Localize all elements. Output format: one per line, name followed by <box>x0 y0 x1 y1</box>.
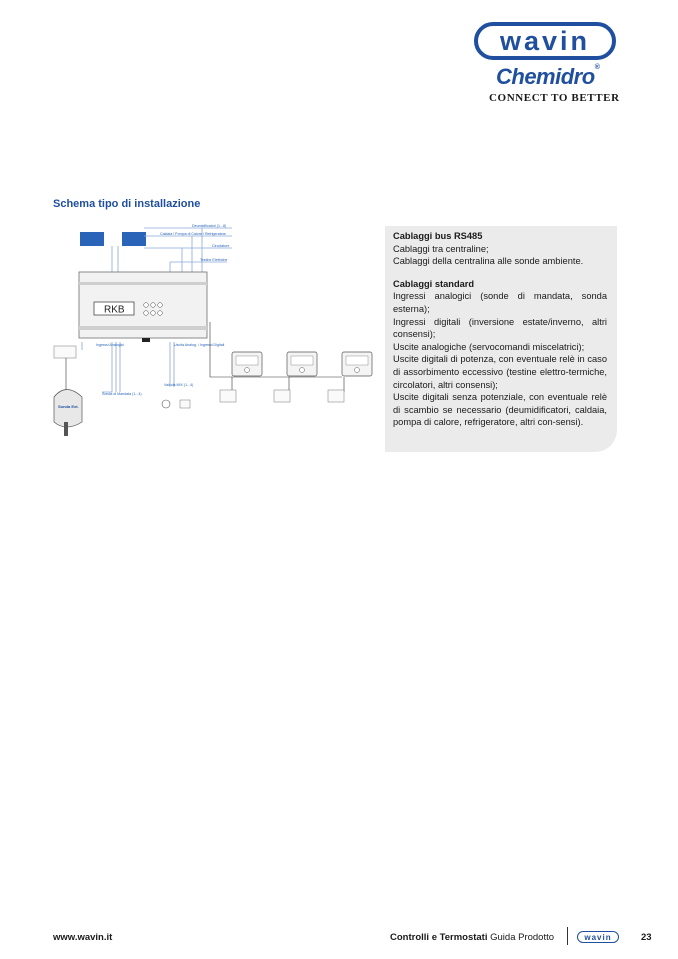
terminal-strip <box>79 282 207 285</box>
footer-separator <box>567 927 568 945</box>
transformer <box>328 390 344 402</box>
wavin-logo: wavin <box>474 22 616 60</box>
bus-line <box>210 322 344 392</box>
footer-wavin-logo: wavin <box>577 931 619 943</box>
standard-line-4: Uscite digitali di potenza, con eventuale relè in caso di assorbimento eccessivo (testine elettro-termiche, circolatori, altri consensi); <box>393 354 607 390</box>
standard-heading: Cablaggi standard <box>393 278 475 289</box>
footer-url[interactable]: www.wavin.it <box>53 932 113 943</box>
sonda-cable <box>64 422 68 436</box>
svg-text:Circolatore: Circolatore <box>212 244 230 248</box>
bus-line-2: Cablaggi della centralina alle sonde ambiente. <box>393 256 584 267</box>
svg-text:Uscita Analog. / Ingressi Digi: Uscita Analog. / Ingressi Digitali <box>174 343 225 347</box>
chemidro-logo: Chemidro® <box>496 64 600 89</box>
sonda-ext-label: Sonda Ext. <box>58 404 79 409</box>
standard-line-3: Uscite analogiche (servocomandi miscelatrici); <box>393 341 585 352</box>
svg-text:Deumidificatori (1...8): Deumidificatori (1...8) <box>192 224 227 228</box>
transformer <box>274 390 290 402</box>
wiring-info-box <box>385 226 617 452</box>
svg-text:Testine Elettriche: Testine Elettriche <box>200 258 228 262</box>
blue-label-box <box>122 232 146 246</box>
input-labels <box>96 343 225 396</box>
installation-diagram <box>52 222 377 450</box>
bus-heading: Cablaggi bus RS485 <box>393 231 483 241</box>
tagline: CONNECT TO BETTER <box>489 92 620 104</box>
controller-label: RKB <box>104 304 125 316</box>
standard-line-1: Ingressi analogici (sonde di mandata, sonda esterna); <box>393 291 607 314</box>
standard-line-2: Ingressi digitali (inversione estate/inverno, altri consensi); <box>393 316 607 340</box>
room-thermostat <box>287 352 317 376</box>
section-title: Schema tipo di installazione <box>53 198 201 210</box>
blue-label-box <box>80 232 104 246</box>
relay <box>180 400 190 408</box>
room-thermostat <box>342 352 372 376</box>
svg-text:Valvola MIX (1...4): Valvola MIX (1...4) <box>164 383 194 387</box>
mix-valve <box>162 400 170 408</box>
footer-title: Controlli e Termostati Guida Prodotto <box>390 932 555 943</box>
svg-text:Sonda di Mandata (1...4): Sonda di Mandata (1...4) <box>102 392 142 396</box>
svg-text:Caldaia / Pompa di Calore / Re: Caldaia / Pompa di Calore / Refrigeratore <box>160 232 226 236</box>
input-lines <box>82 342 174 392</box>
bus-line-1: Cablaggi tra centraline; <box>393 243 489 254</box>
svg-text:Ingressi Analogici: Ingressi Analogici <box>96 343 124 347</box>
connector <box>142 338 150 342</box>
room-thermostat <box>232 352 262 376</box>
transformer <box>220 390 236 402</box>
transformer <box>54 346 76 358</box>
standard-line-5: Uscite digitali senza potenziale, con eventuale relè di scambio se necessario (deumidificatori, caldaia, pompa di calore, refrigeratore, altri con-sensi). <box>393 392 607 428</box>
output-labels <box>160 224 229 262</box>
page-number: 23 <box>641 932 652 943</box>
terminal-strip <box>79 326 207 330</box>
